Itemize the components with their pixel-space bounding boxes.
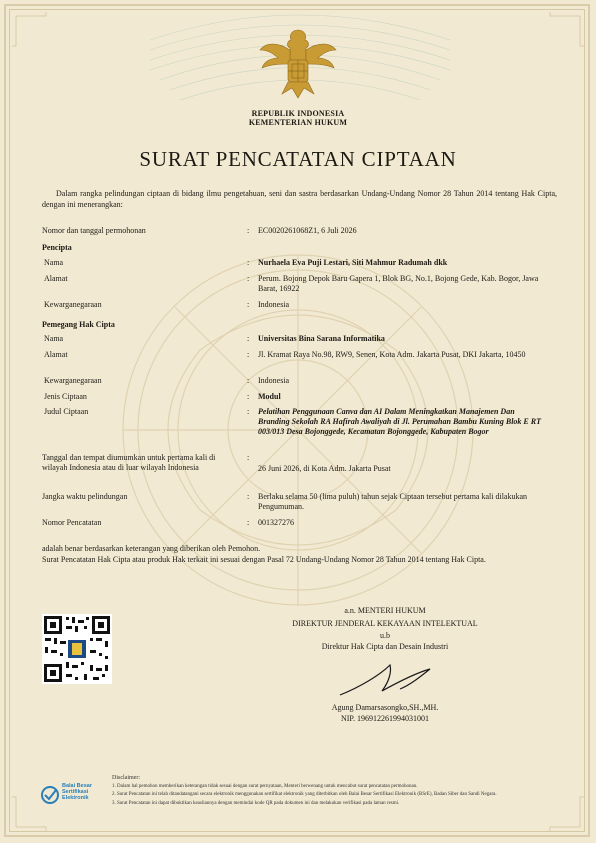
colon: : xyxy=(247,334,250,343)
disclaimer-item-1: 1. Dalam hal pemohon memberikan keterangan tidak sesuai dengan surat pernyataan, Menteri berwenang untuk mencabut surat pencatatan permohonan. xyxy=(112,783,418,789)
creator-address-value: Perum. Bojong Depok Baru Gapera 1, Blok BG, No.1, Bojong Gede, Kab. Bogor, Jawa Barat, 16922 xyxy=(258,274,539,293)
holder-name-label: Nama xyxy=(44,334,64,343)
garuda-emblem-icon xyxy=(256,20,340,104)
holder-address-value: Jl. Kramat Raya No.98, RW9, Senen, Kota Adm. Jakarta Pusat, DKI Jakarta, 10450 xyxy=(258,350,526,359)
handwritten-signature-icon xyxy=(330,657,450,702)
creator-address-label: Alamat xyxy=(44,274,68,283)
application-label: Nomor dan tanggal permohonan xyxy=(42,226,146,235)
logo-line-3: Elektronik xyxy=(62,795,89,801)
work-title-label: Judul Ciptaan xyxy=(44,407,89,416)
signatory-name: Agung Damarsasongko,SH.,MH. xyxy=(331,703,439,712)
logo-line-2: Sertifikasi xyxy=(62,789,89,795)
record-number-value: 001327276 xyxy=(258,518,294,527)
protection-term-value: Berlaku selama 50 (lima puluh) tahun sejak Ciptaan tersebut pertama kali dilakukan Pengumuman. xyxy=(258,492,528,511)
holder-nationality-value: Indonesia xyxy=(258,376,290,385)
publication-label: Tanggal dan tempat diumumkan untuk pertama kali di wilayah Indonesia atau di luar wilayah Indonesia xyxy=(42,453,216,472)
colon: : xyxy=(247,300,250,309)
holder-address-label: Alamat xyxy=(44,350,68,359)
signatory-nip: NIP. 196912261994031001 xyxy=(340,714,429,723)
disclaimer-item-2: 2. Surat Pencatatan ini telah ditandatangani secara elektronik menggunakan sertifikat elektronik yang diterbitkan oleh Balai Besar Sertifikasi Elektronik (BSrE), Badan Siber dan Sandi Negara. xyxy=(112,792,497,797)
signature-line-2: DIREKTUR JENDERAL KEKAYAAN INTELEKTUAL xyxy=(292,619,478,628)
closing-line-2: Surat Pencatatan Hak Cipta atau produk Hak terkait ini sesuai dengan Pasal 72 Undang-Undang Nomor 28 Tahun 2014 tentang Hak Cipta. xyxy=(42,554,486,564)
logo-line-1: Balai Besar xyxy=(62,783,92,789)
creator-nationality-value: Indonesia xyxy=(258,300,290,309)
closing-paragraph xyxy=(42,544,557,565)
disclaimer xyxy=(112,774,562,808)
colon: : xyxy=(247,258,250,267)
disclaimer-item-3: 3. Surat Pencatatan ini dapat dibuktikan keasliannya dengan memindai kode QR pada dokumen ini dan melakukan verifikasi pada laman resmi. xyxy=(112,800,400,806)
signature-line-4: Direktur Hak Cipta dan Desain Industri xyxy=(321,642,449,651)
ministry-heading: KEMENTERIAN HUKUM xyxy=(248,118,348,127)
work-type-value: Modul xyxy=(258,392,281,401)
holder-name-value: Universitas Bina Sarana Informatika xyxy=(258,334,385,343)
creator-name-label: Nama xyxy=(44,258,64,267)
signature-line-3: u.b xyxy=(380,631,390,640)
disclaimer-heading: Disclaimer: xyxy=(112,775,140,781)
application-value: EC0020261068Z1, 6 Juli 2026 xyxy=(258,226,357,235)
bsre-logo-text xyxy=(62,783,107,801)
intro-paragraph: Dalam rangka pelindungan ciptaan di bidang ilmu pengetahuan, seni dan sastra berdasarkan Undang-Undang Nomor 28 Tahun 2014 tentang Hak Cipta, dengan ini menerangkan: xyxy=(42,189,557,209)
colon: : xyxy=(247,226,250,235)
colon: : xyxy=(247,350,250,359)
holder-nationality-label: Kewarganegaraan xyxy=(44,376,102,385)
creator-name-value: Nurhaela Eva Puji Lestari, Siti Mahmur Radumah dkk xyxy=(258,258,448,267)
creator-section-heading: Pencipta xyxy=(42,243,72,252)
colon: : xyxy=(247,407,250,416)
colon: : xyxy=(247,392,250,401)
record-number-label: Nomor Pencatatan xyxy=(42,518,102,527)
closing-line-1: adalah benar berdasarkan keterangan yang diberikan oleh Pemohon. xyxy=(42,544,261,553)
work-title-value: Pelatihan Penggunaan Canva dan AI Dalam Meningkatkan Manajemen Dan Branding Sekolah RA Hafirah Awaliyah di Jl. Perumahan Bambu Kuning Blok E RT 003/013 Desa Bojonggede, Kecamatan Bojonggede, Kabupaten Bogor xyxy=(258,407,541,436)
country-heading: REPUBLIK INDONESIA xyxy=(251,109,345,118)
colon: : xyxy=(247,274,250,283)
qr-code xyxy=(42,614,112,684)
signature-line-1: a.n. MENTERI HUKUM xyxy=(344,606,426,615)
work-type-label: Jenis Ciptaan xyxy=(44,392,87,401)
document-title: SURAT PENCATATAN CIPTAAN xyxy=(139,147,457,171)
protection-term-label: Jangka waktu pelindungan xyxy=(42,492,128,501)
colon: : xyxy=(247,453,250,462)
holder-section-heading: Pemegang Hak Cipta xyxy=(42,320,115,329)
publication-value: 26 Juni 2026, di Kota Adm. Jakarta Pusat xyxy=(258,464,391,473)
creator-nationality-label: Kewarganegaraan xyxy=(44,300,102,309)
colon: : xyxy=(247,376,250,385)
colon: : xyxy=(247,518,250,527)
colon: : xyxy=(247,492,250,501)
